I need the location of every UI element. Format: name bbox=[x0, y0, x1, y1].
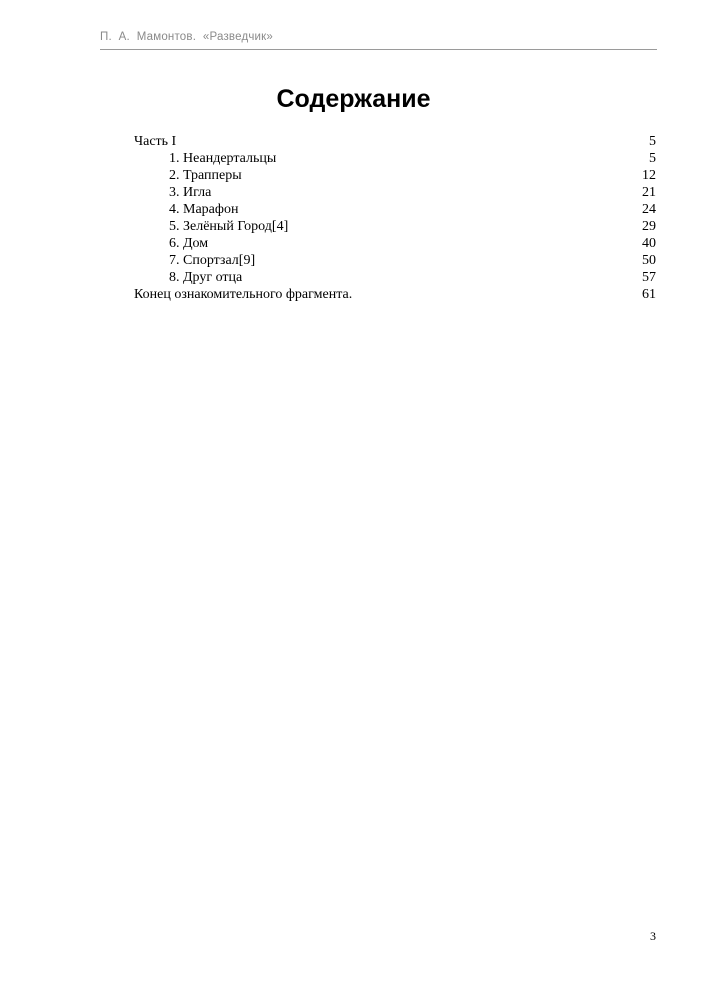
toc-entry-chapter-3[interactable] bbox=[134, 184, 656, 201]
toc-entry-label: 7. Спортзал[9] bbox=[169, 253, 256, 268]
running-header: П. А. Мамонтов. «Разведчик» bbox=[100, 31, 273, 43]
toc-entry-label: 5. Зелёный Город[4] bbox=[169, 219, 289, 234]
page-number: 3 bbox=[650, 929, 656, 943]
toc-entry-chapter-1[interactable] bbox=[134, 150, 656, 167]
toc-entry-page: 21 bbox=[642, 185, 656, 200]
toc-entry-label: 6. Дом bbox=[169, 236, 209, 251]
header-divider bbox=[100, 49, 657, 50]
toc-entry-part-1[interactable] bbox=[134, 133, 656, 150]
toc-entry-chapter-8[interactable] bbox=[134, 269, 656, 286]
toc-entry-label: 3. Игла bbox=[169, 185, 212, 200]
toc-entry-chapter-4[interactable] bbox=[134, 201, 656, 218]
toc-entry-page: 24 bbox=[642, 202, 656, 217]
toc-entry-label: 4. Марафон bbox=[169, 202, 239, 217]
toc-entry-end-of-fragment[interactable] bbox=[134, 286, 656, 303]
toc-entry-chapter-5[interactable] bbox=[134, 218, 656, 235]
toc-entry-page: 5 bbox=[649, 151, 656, 166]
toc-entry-page: 29 bbox=[642, 219, 656, 234]
table-of-contents bbox=[134, 133, 656, 303]
toc-entry-chapter-6[interactable] bbox=[134, 235, 656, 252]
page-title: Содержание bbox=[276, 85, 431, 113]
toc-entry-page: 61 bbox=[642, 287, 656, 302]
toc-entry-page: 5 bbox=[649, 134, 656, 149]
toc-entry-chapter-2[interactable] bbox=[134, 167, 656, 184]
toc-entry-label: 2. Трапперы bbox=[169, 168, 242, 183]
toc-entry-label: 1. Неандертальцы bbox=[169, 151, 277, 166]
toc-entry-label: 8. Друг отца bbox=[169, 270, 243, 285]
toc-entry-label: Часть I bbox=[134, 134, 177, 149]
toc-entry-page: 57 bbox=[642, 270, 656, 285]
toc-entry-label: Конец ознакомительного фрагмента. bbox=[134, 287, 353, 302]
toc-entry-chapter-7[interactable] bbox=[134, 252, 656, 269]
toc-entry-page: 40 bbox=[642, 236, 656, 251]
toc-entry-page: 50 bbox=[642, 253, 656, 268]
toc-entry-page: 12 bbox=[642, 168, 656, 183]
